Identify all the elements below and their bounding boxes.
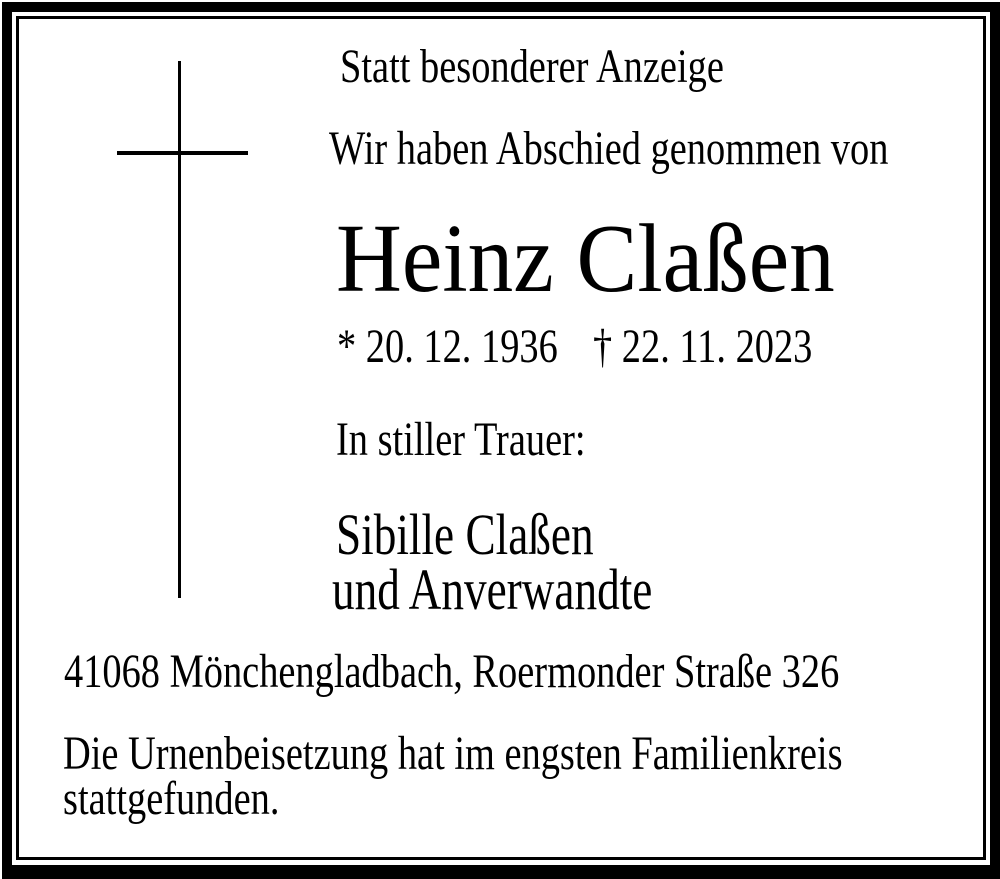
death-date: † 22. 11. 2023: [593, 320, 813, 373]
memorial-cross-icon: [117, 61, 248, 598]
mourning-intro: In stiller Trauer:: [336, 413, 586, 466]
address-line: 41068 Mönchengladbach, Roermonder Straße 326: [64, 645, 840, 698]
funeral-note-line-2: stattgefunden.: [63, 772, 280, 825]
funeral-note-line-1: Die Urnenbeisetzung hat im engsten Familienkreis: [63, 727, 843, 780]
farewell-text: Wir haben Abschied genommen von: [329, 122, 889, 175]
mourner-relatives: und Anverwandte: [332, 557, 653, 622]
preamble-text: Statt besonderer Anzeige: [340, 40, 724, 93]
birth-date: * 20. 12. 1936: [337, 320, 558, 373]
deceased-name: Heinz Claßen: [336, 205, 835, 312]
cross-vertical-bar: [178, 61, 181, 598]
cross-horizontal-bar: [117, 151, 248, 155]
mourner-name: Sibille Claßen: [336, 502, 594, 567]
